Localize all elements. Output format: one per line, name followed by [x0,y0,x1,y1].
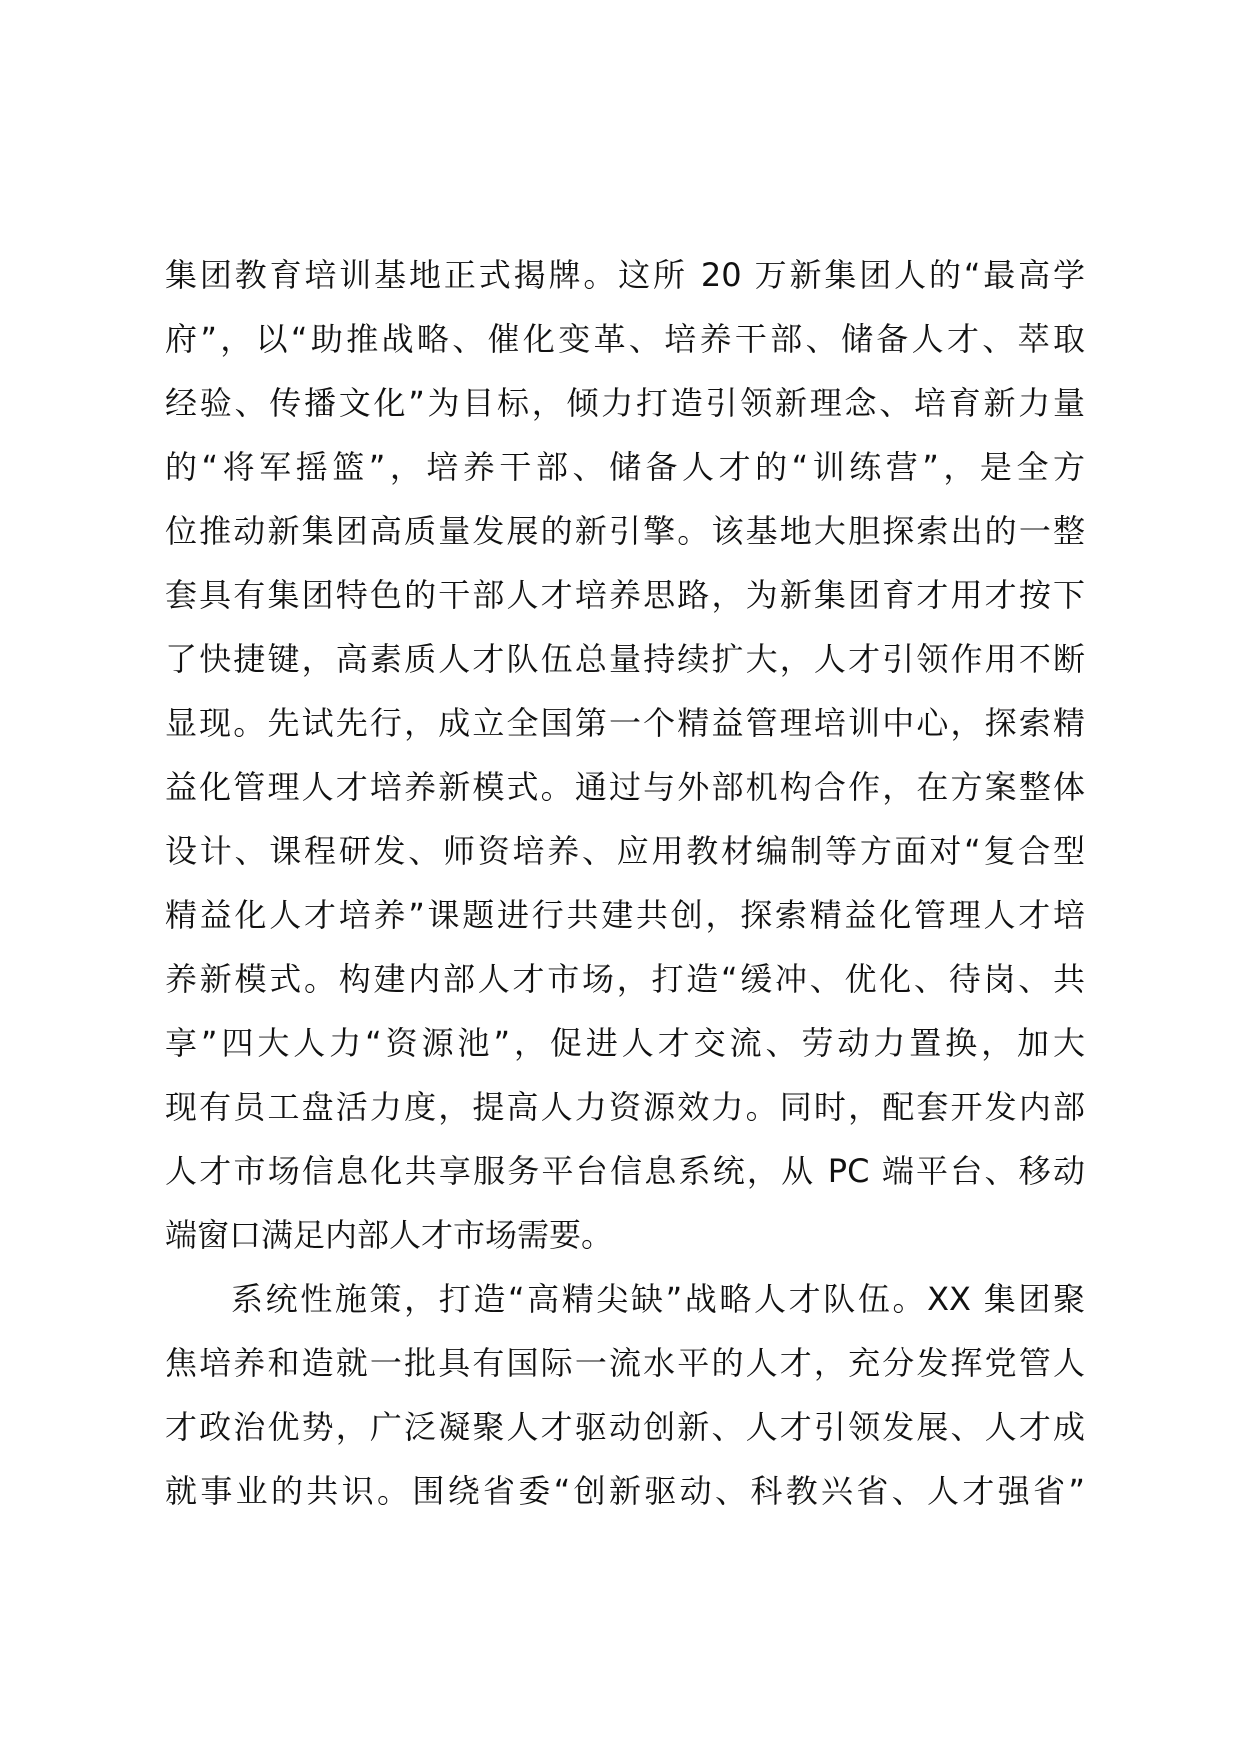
text-line: 位推动新集团高质量发展的新引擎。该基地大胆探索出的一整 [165,512,1085,550]
text-line: 端窗口满足内部人才市场需要。 [165,1216,614,1254]
text-line: 显现。先试先行，成立全国第一个精益管理培训中心，探索精 [165,704,1085,742]
text-line: 府”，以“助推战略、催化变革、培养干部、储备人才、萃取 [165,320,1085,358]
text-line: 了快捷键，高素质人才队伍总量持续扩大，人才引领作用不断 [165,640,1085,678]
text-line: 精益化人才培养”课题进行共建共创，探索精益化管理人才培 [165,896,1085,934]
text-line: 益化管理人才培养新模式。通过与外部机构合作，在方案整体 [165,768,1085,806]
paragraph-2 [165,1267,1085,1523]
text-line: 设计、课程研发、师资培养、应用教材编制等方面对“复合型 [165,832,1085,870]
text-line: 才政治优势，广泛凝聚人才驱动创新、人才引领发展、人才成 [165,1408,1085,1446]
text-line: 集团教育培训基地正式揭牌。这所 20 万新集团人的“最高学 [165,256,1085,294]
text-line: 享”四大人力“资源池”，促进人才交流、劳动力置换，加大 [165,1024,1085,1062]
text-line: 养新模式。构建内部人才市场，打造“缓冲、优化、待岗、共 [165,960,1085,998]
text-line: 焦培养和造就一批具有国际一流水平的人才，充分发挥党管人 [165,1344,1085,1382]
body-text [165,243,1085,1523]
text-line: 人才市场信息化共享服务平台信息系统，从 PC 端平台、移动 [165,1152,1085,1190]
paragraph-1 [165,243,1085,1267]
text-line: 套具有集团特色的干部人才培养思路，为新集团育才用才按下 [165,576,1085,614]
text-line: 现有员工盘活力度，提高人力资源效力。同时，配套开发内部 [165,1088,1085,1126]
text-line: 的“将军摇篮”，培养干部、储备人才的“训练营”，是全方 [165,448,1085,486]
text-line: 就事业的共识。围绕省委“创新驱动、科教兴省、人才强省” [165,1472,1085,1510]
text-line: 经验、传播文化”为目标，倾力打造引领新理念、培育新力量 [165,384,1085,422]
text-line: 系统性施策，打造“高精尖缺”战略人才队伍。XX 集团聚 [231,1280,1085,1318]
